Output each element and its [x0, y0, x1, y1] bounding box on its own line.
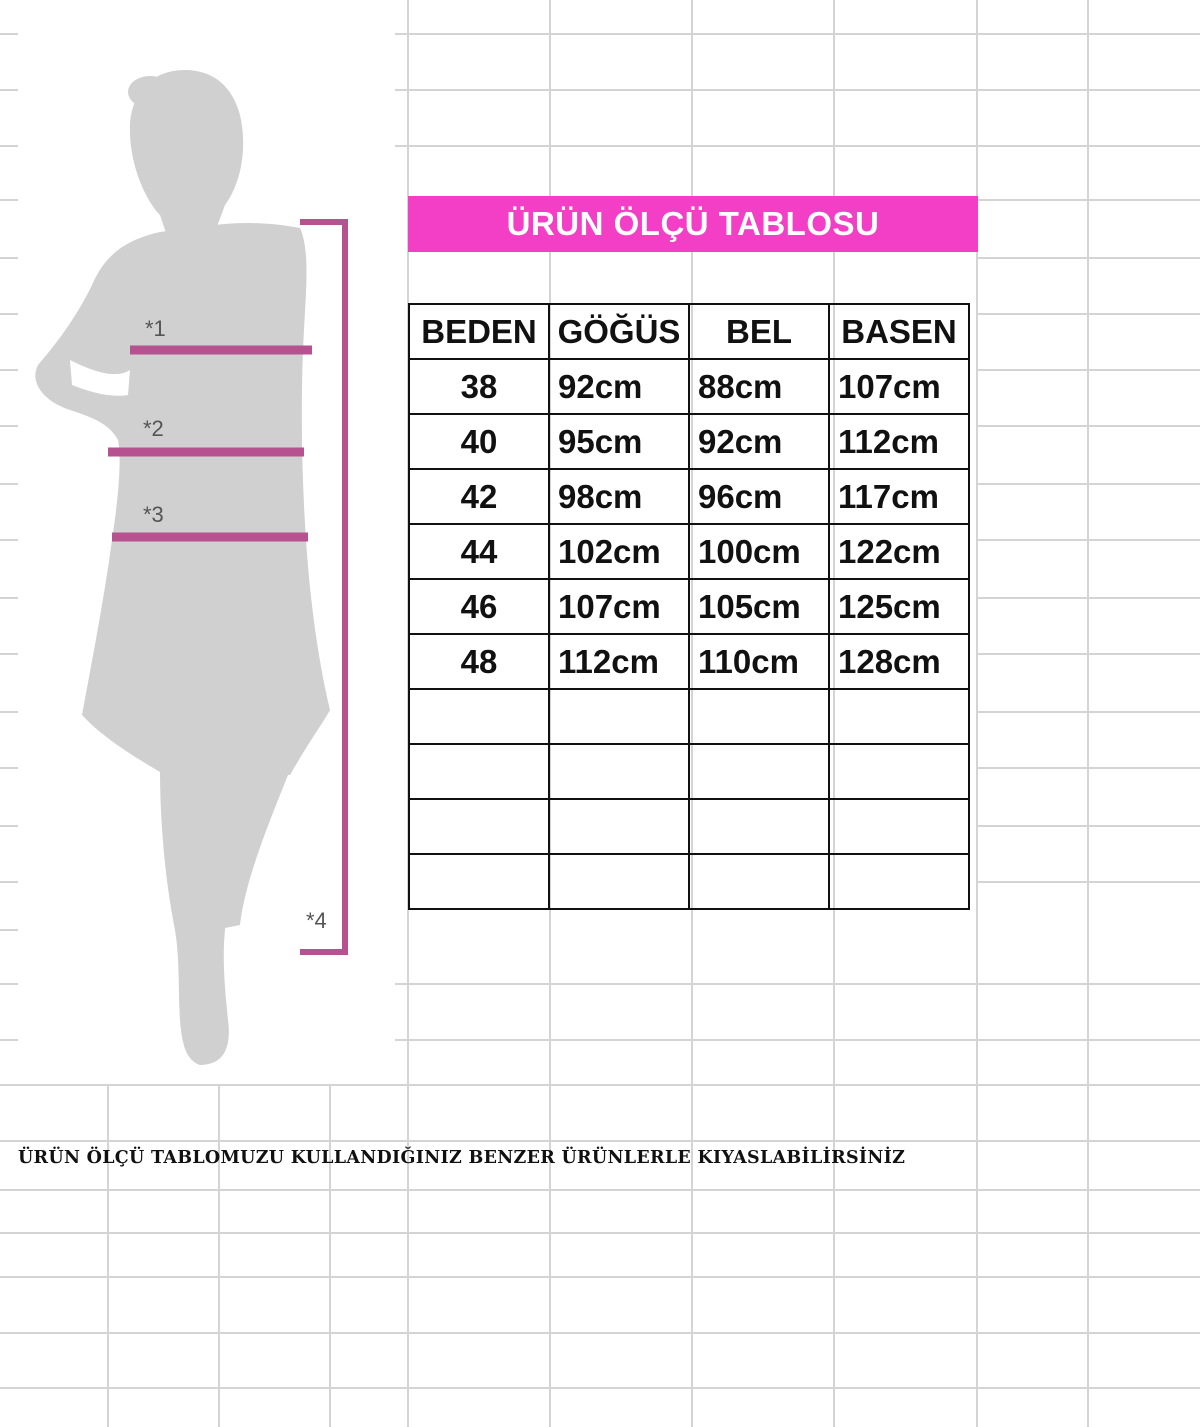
- table-row: [409, 744, 969, 799]
- waist-cell: [689, 854, 829, 909]
- silhouette-shape: [35, 70, 330, 1065]
- size-cell: [409, 799, 549, 854]
- hip-cell: [829, 799, 969, 854]
- bust-cell: 92cm: [549, 359, 689, 414]
- hip-cell: 128cm: [829, 634, 969, 689]
- bust-cell: 112cm: [549, 634, 689, 689]
- body-silhouette: [0, 0, 400, 1080]
- marker-label-3: *3: [143, 502, 164, 527]
- size-table: [408, 303, 970, 910]
- footer-note: ÜRÜN ÖLÇÜ TABLOMUZU KULLANDIĞINIZ BENZER ÜRÜNLERLE KIYASLABİLİRSİNİZ: [18, 1148, 906, 1168]
- waist-cell: 100cm: [689, 524, 829, 579]
- table-row: [409, 689, 969, 744]
- size-cell: 42: [409, 469, 549, 524]
- waist-cell: [689, 689, 829, 744]
- table-row: [409, 579, 969, 634]
- bust-cell: [549, 689, 689, 744]
- header-beden: BEDEN: [409, 304, 549, 359]
- header-basen: BASEN: [829, 304, 969, 359]
- marker-label-1: *1: [145, 316, 166, 341]
- waist-cell: [689, 799, 829, 854]
- table-row: [409, 359, 969, 414]
- header-gogus: GÖĞÜS: [549, 304, 689, 359]
- hip-cell: 107cm: [829, 359, 969, 414]
- bust-cell: 102cm: [549, 524, 689, 579]
- size-cell: 46: [409, 579, 549, 634]
- hip-cell: 125cm: [829, 579, 969, 634]
- bust-cell: 98cm: [549, 469, 689, 524]
- size-cell: 40: [409, 414, 549, 469]
- table-row: [409, 524, 969, 579]
- waist-cell: 105cm: [689, 579, 829, 634]
- waist-cell: 110cm: [689, 634, 829, 689]
- size-cell: [409, 854, 549, 909]
- table-row: [409, 854, 969, 909]
- size-cell: 44: [409, 524, 549, 579]
- bust-cell: [549, 854, 689, 909]
- size-cell: 38: [409, 359, 549, 414]
- marker-label-2: *2: [143, 416, 164, 441]
- size-cell: [409, 689, 549, 744]
- waist-cell: 96cm: [689, 469, 829, 524]
- bust-cell: [549, 744, 689, 799]
- table-header-row: [409, 304, 969, 359]
- waist-cell: 88cm: [689, 359, 829, 414]
- size-chart-title: ÜRÜN ÖLÇÜ TABLOSU: [408, 196, 978, 252]
- hip-cell: [829, 689, 969, 744]
- waist-cell: 92cm: [689, 414, 829, 469]
- bust-cell: [549, 799, 689, 854]
- hip-cell: 122cm: [829, 524, 969, 579]
- table-row: [409, 414, 969, 469]
- bust-cell: 107cm: [549, 579, 689, 634]
- hip-cell: 112cm: [829, 414, 969, 469]
- hip-cell: [829, 854, 969, 909]
- size-cell: [409, 744, 549, 799]
- waist-cell: [689, 744, 829, 799]
- table-row: [409, 634, 969, 689]
- bust-cell: 95cm: [549, 414, 689, 469]
- size-cell: 48: [409, 634, 549, 689]
- header-bel: BEL: [689, 304, 829, 359]
- hip-cell: [829, 744, 969, 799]
- hip-cell: 117cm: [829, 469, 969, 524]
- table-row: [409, 469, 969, 524]
- table-row: [409, 799, 969, 854]
- marker-label-4: *4: [306, 908, 327, 933]
